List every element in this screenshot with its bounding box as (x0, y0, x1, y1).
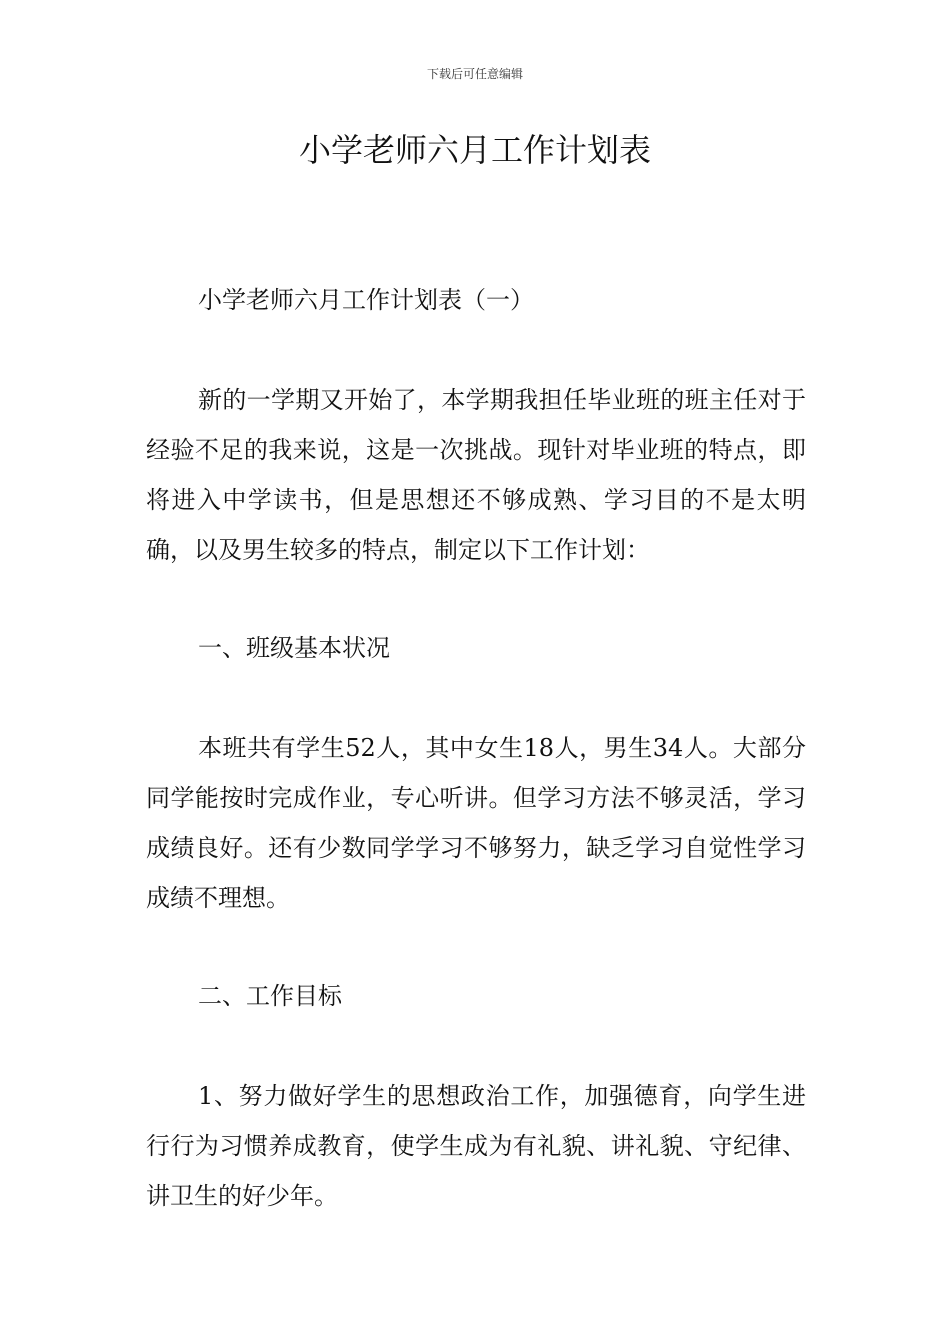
intro-paragraph: 新的一学期又开始了，本学期我担任毕业班的班主任对于经验不足的我来说，这是一次挑战。现针对毕业班的特点，即将进入中学读书，但是思想还不够成熟、学习目的不是太明确，以及男生较多的特点，制定以下工作计划： (146, 386, 806, 564)
section-1-heading: 一、班级基本状况 (198, 634, 390, 662)
header-note: 下载后可任意编辑 (426, 67, 523, 81)
document-subtitle: 小学老师六月工作计划表（一） (198, 286, 534, 314)
document-title: 小学老师六月工作计划表 (298, 131, 651, 169)
section-2-heading: 二、工作目标 (198, 982, 342, 1010)
section-2-item-1: 1、努力做好学生的思想政治工作，加强德育，向学生进行行为习惯养成教育，使学生成为有礼貌、讲礼貌、守纪律、讲卫生的好少年。 (146, 1082, 806, 1210)
section-1-paragraph: 本班共有学生52人，其中女生18人，男生34人。大部分同学能按时完成作业，专心听讲。但学习方法不够灵活，学习成绩良好。还有少数同学学习不够努力，缺乏学习自觉性学习成绩不理想。 (146, 734, 806, 912)
